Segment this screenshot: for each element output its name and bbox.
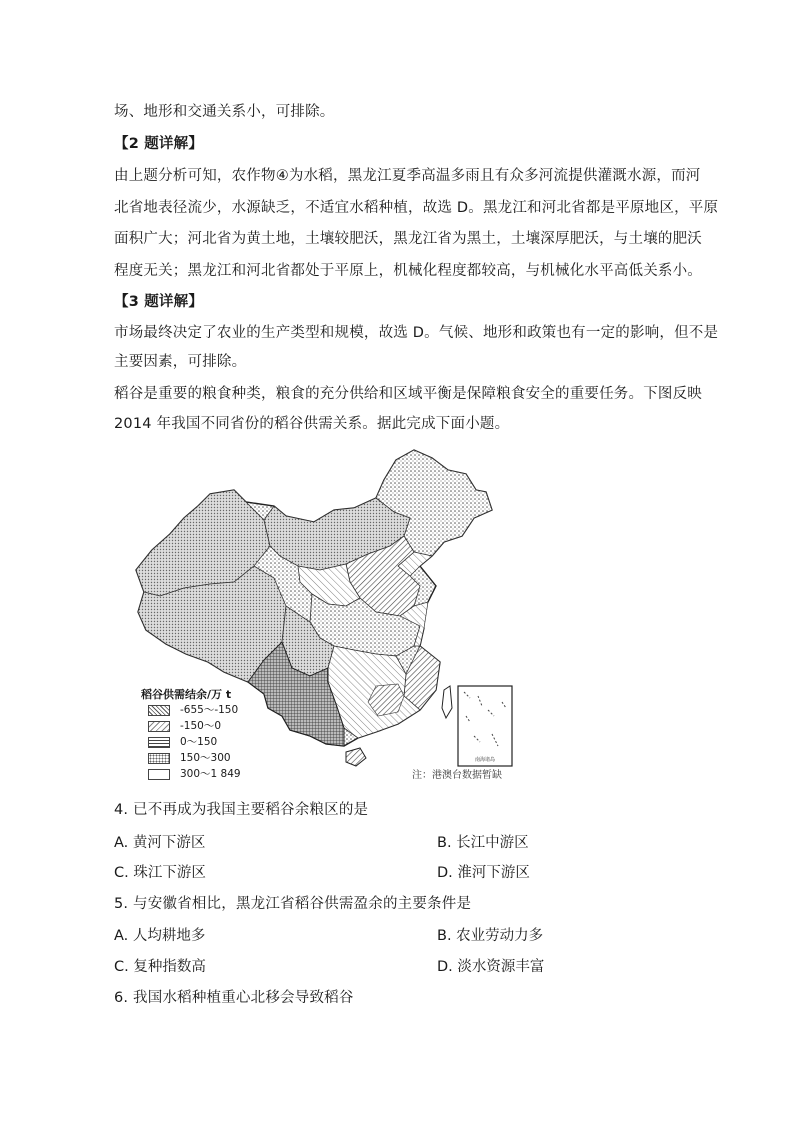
question-stem: 4. 已不再成为我国主要稻谷余粮区的是 <box>114 802 369 818</box>
paragraph-line: 主要因素，可排除。 <box>114 354 247 370</box>
question-stem: 5. 与安徽省相比，黑龙江省稻谷供需盈余的主要条件是 <box>114 896 472 912</box>
paragraph-line: 北省地表径流少，水源缺乏，不适宜水稻种植，故选 D。黑龙江和河北省都是平原地区，平原 <box>114 200 719 216</box>
section-heading: 【3 题详解】 <box>114 294 204 310</box>
option-d: D. 淮河下游区 <box>437 865 530 881</box>
legend-swatch <box>148 769 170 780</box>
legend-swatch <box>148 737 170 748</box>
option-b: B. 长江中游区 <box>437 835 529 851</box>
map-source-note: 注：港澳台数据暂缺 <box>412 770 502 781</box>
legend-swatch <box>148 705 170 716</box>
legend-item: -150～0 <box>148 720 221 733</box>
option-b: B. 农业劳动力多 <box>437 928 544 944</box>
question-stem: 6. 我国水稻种植重心北移会导致稻谷 <box>114 990 354 1006</box>
legend-item: -655～-150 <box>148 704 238 717</box>
option-d: D. 淡水资源丰富 <box>437 959 545 975</box>
paragraph-line: 程度无关；黑龙江和河北省都处于平原上，机械化程度都较高，与机械化水平高低关系小。 <box>114 263 702 279</box>
legend-swatch <box>148 721 170 732</box>
legend-title: 稻谷供需结余/万 t <box>141 688 232 701</box>
inset-label: 南海诸岛 <box>474 757 496 763</box>
option-c: C. 珠江下游区 <box>114 865 206 881</box>
legend-swatch <box>148 753 170 764</box>
paragraph-line: 场、地形和交通关系小，可排除。 <box>114 104 335 120</box>
option-a: A. 人均耕地多 <box>114 928 206 944</box>
option-a: A. 黄河下游区 <box>114 835 206 851</box>
paragraph-line: 稻谷是重要的粮食种类，粮食的充分供给和区域平衡是保障粮食安全的重要任务。下图反映 <box>114 386 702 402</box>
paragraph-line: 2014 年我国不同省份的稻谷供需关系。据此完成下面小题。 <box>114 416 510 432</box>
section-heading: 【2 题详解】 <box>114 136 204 152</box>
paragraph-line: 市场最终决定了农业的生产类型和规模，故选 D。气候、地形和政策也有一定的影响，但不是 <box>114 325 719 341</box>
china-rice-map <box>114 446 526 786</box>
option-c: C. 复种指数高 <box>114 959 206 975</box>
paragraph-line: 由上题分析可知，农作物④为水稻，黑龙江夏季高温多雨且有众多河流提供灌溉水源，而河 <box>114 168 701 184</box>
legend-item: 150～300 <box>148 752 231 765</box>
legend-item: 0～150 <box>148 736 217 749</box>
legend-item: 300～1 849 <box>148 768 241 781</box>
south-china-sea-inset <box>458 686 512 766</box>
paragraph-line: 面积广大；河北省为黄土地，土壤较肥沃，黑龙江省为黑土，土壤深厚肥沃，与土壤的肥沃 <box>114 231 702 247</box>
